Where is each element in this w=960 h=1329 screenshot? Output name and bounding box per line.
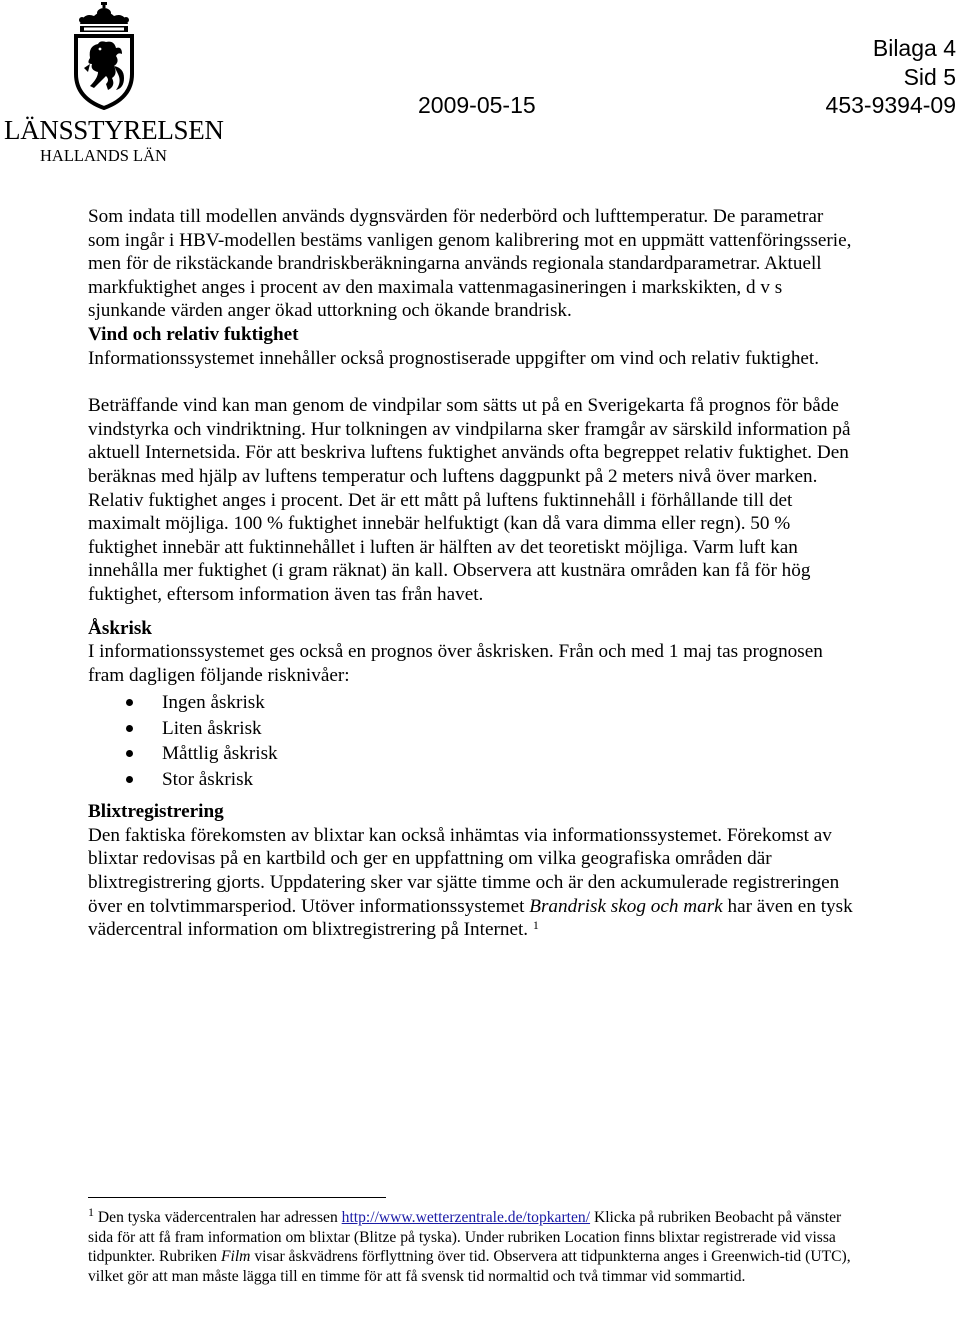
organization-name: LÄNSSTYRELSEN: [4, 115, 224, 145]
footnote: [88, 1205, 863, 1286]
list-item: Måttlig åskrisk: [162, 741, 858, 767]
county-coat-of-arms-icon: [70, 2, 138, 110]
heading-thunder-risk: Åskrisk: [88, 617, 152, 639]
reference-number: 453-9394-09: [825, 92, 956, 118]
document-date: 2009-05-15: [418, 92, 536, 118]
document-body: [88, 205, 858, 942]
paragraph-wind-humidity: Beträffande vind kan man genom de vindpilar som sätts ut på en Sverigekarta få prognos för både vindstyrka och vindriktning. Hur tolkningen av vindpilarna sker framgår av särskild information på aktuell Internetsida. För att beskriva luftens fuktighet används ofta begreppet relativ fuktighet. Den beräknas med hjälp av luftens temperatur och luftens daggpunkt på 2 meters nivå över marken. Relativ fuktighet anges i procent. Det är ett mått på luftens fuktinnehåll i förhållande till det maximalt möjliga. 100 % fuktighet innebär helfuktigt (kan då vara dimma eller regn). 50 % fuktighet innebär att fuktinnehållet i luften är hälften av det teoretiskt möjliga. Varm luft kan innehålla mer fuktighet (i gram räknat) än kall. Observera att kustnära områden kan få för hög fuktighet, eftersom information även tas från havet.: [88, 395, 851, 605]
list-item: Liten åskrisk: [162, 716, 858, 742]
footnote-italic: Film: [220, 1248, 251, 1266]
paragraph-model-input: Som indata till modellen används dygnsvärden för nederbörd och lufttemperatur. De parametrar som ingår i HBV-modellen bestäms vanligen genom kalibrering mot en uppmätt vattenföringsserie, men för de rikstäckande brandriskberäkningarna används regionala standardparametrar. Aktuell markfuktighet anges i procent av den maximala vattenmagasineringen i markskikten, d v s sjunkande värden anger ökad uttorkning och ökande brandrisk.: [88, 206, 852, 322]
document-meta: [873, 34, 956, 92]
footnote-number: 1: [88, 1205, 94, 1219]
footnote-divider: [88, 1197, 386, 1198]
footnote-text-a: Den tyska vädercentralen har adressen: [94, 1209, 342, 1226]
footnote-reference[interactable]: 1: [532, 918, 539, 933]
risk-level-list: [88, 690, 858, 792]
organization-logo: [0, 0, 224, 170]
paragraph-lightning-text-a: Den faktiska förekomsten av blixtar kan också inhämtas via informationssystemet. Förekomst av blixtar redovisas på en kartbild och ger en uppfattning om vilka geografiska områden där blixtregistrering gjorts. Uppdatering sker var sjätte timme och är den ackumulerade registreringen över en tolvtimmarsperiod. Utöver informationssystemet: [88, 824, 840, 917]
appendix-label: Bilaga 4: [872, 35, 956, 61]
heading-wind-humidity: Vind och relativ fuktighet: [88, 323, 299, 345]
footnote-text-c: visar åskvädrens förflyttning över tid. Observera att tidpunkterna anges i Greenwich-tid (UTC), vilket gör att man måste lägga till en timme för att få svensk tid normaltid och två timmar vid sommartid.: [88, 1248, 851, 1285]
page-number: Sid 5: [903, 64, 956, 90]
footnote-link[interactable]: http://www.wetterzentrale.de/topkarten/: [341, 1209, 591, 1226]
organization-county: HALLANDS LÄN: [40, 146, 167, 165]
footnote-text-b: Klicka på rubriken Beobacht på vänster sida för att få fram information om blixtar (Blitze på tyska). Under rubriken Location finns blixtar registrerade vid vissa tidpunkter. Rubriken: [88, 1209, 842, 1266]
paragraph-thunder-risk: I informationssystemet ges också en prognos över åskrisken. Från och med 1 maj tas prognosen fram dagligen följande risknivåer:: [88, 641, 823, 686]
paragraph-lightning: [88, 824, 858, 942]
paragraph-lightning-text-b: har även en tysk vädercentral information om blixtregistrering på Internet.: [88, 895, 853, 941]
heading-lightning: Blixtregistrering: [88, 801, 224, 823]
list-item: Stor åskrisk: [162, 767, 858, 793]
paragraph-wind-intro: Informationssystemet innehåller också prognostiserade uppgifter om vind och relativ fuktighet.: [88, 347, 820, 369]
list-item: Ingen åskrisk: [162, 690, 858, 716]
service-name: Brandrisk skog och mark: [529, 895, 723, 917]
